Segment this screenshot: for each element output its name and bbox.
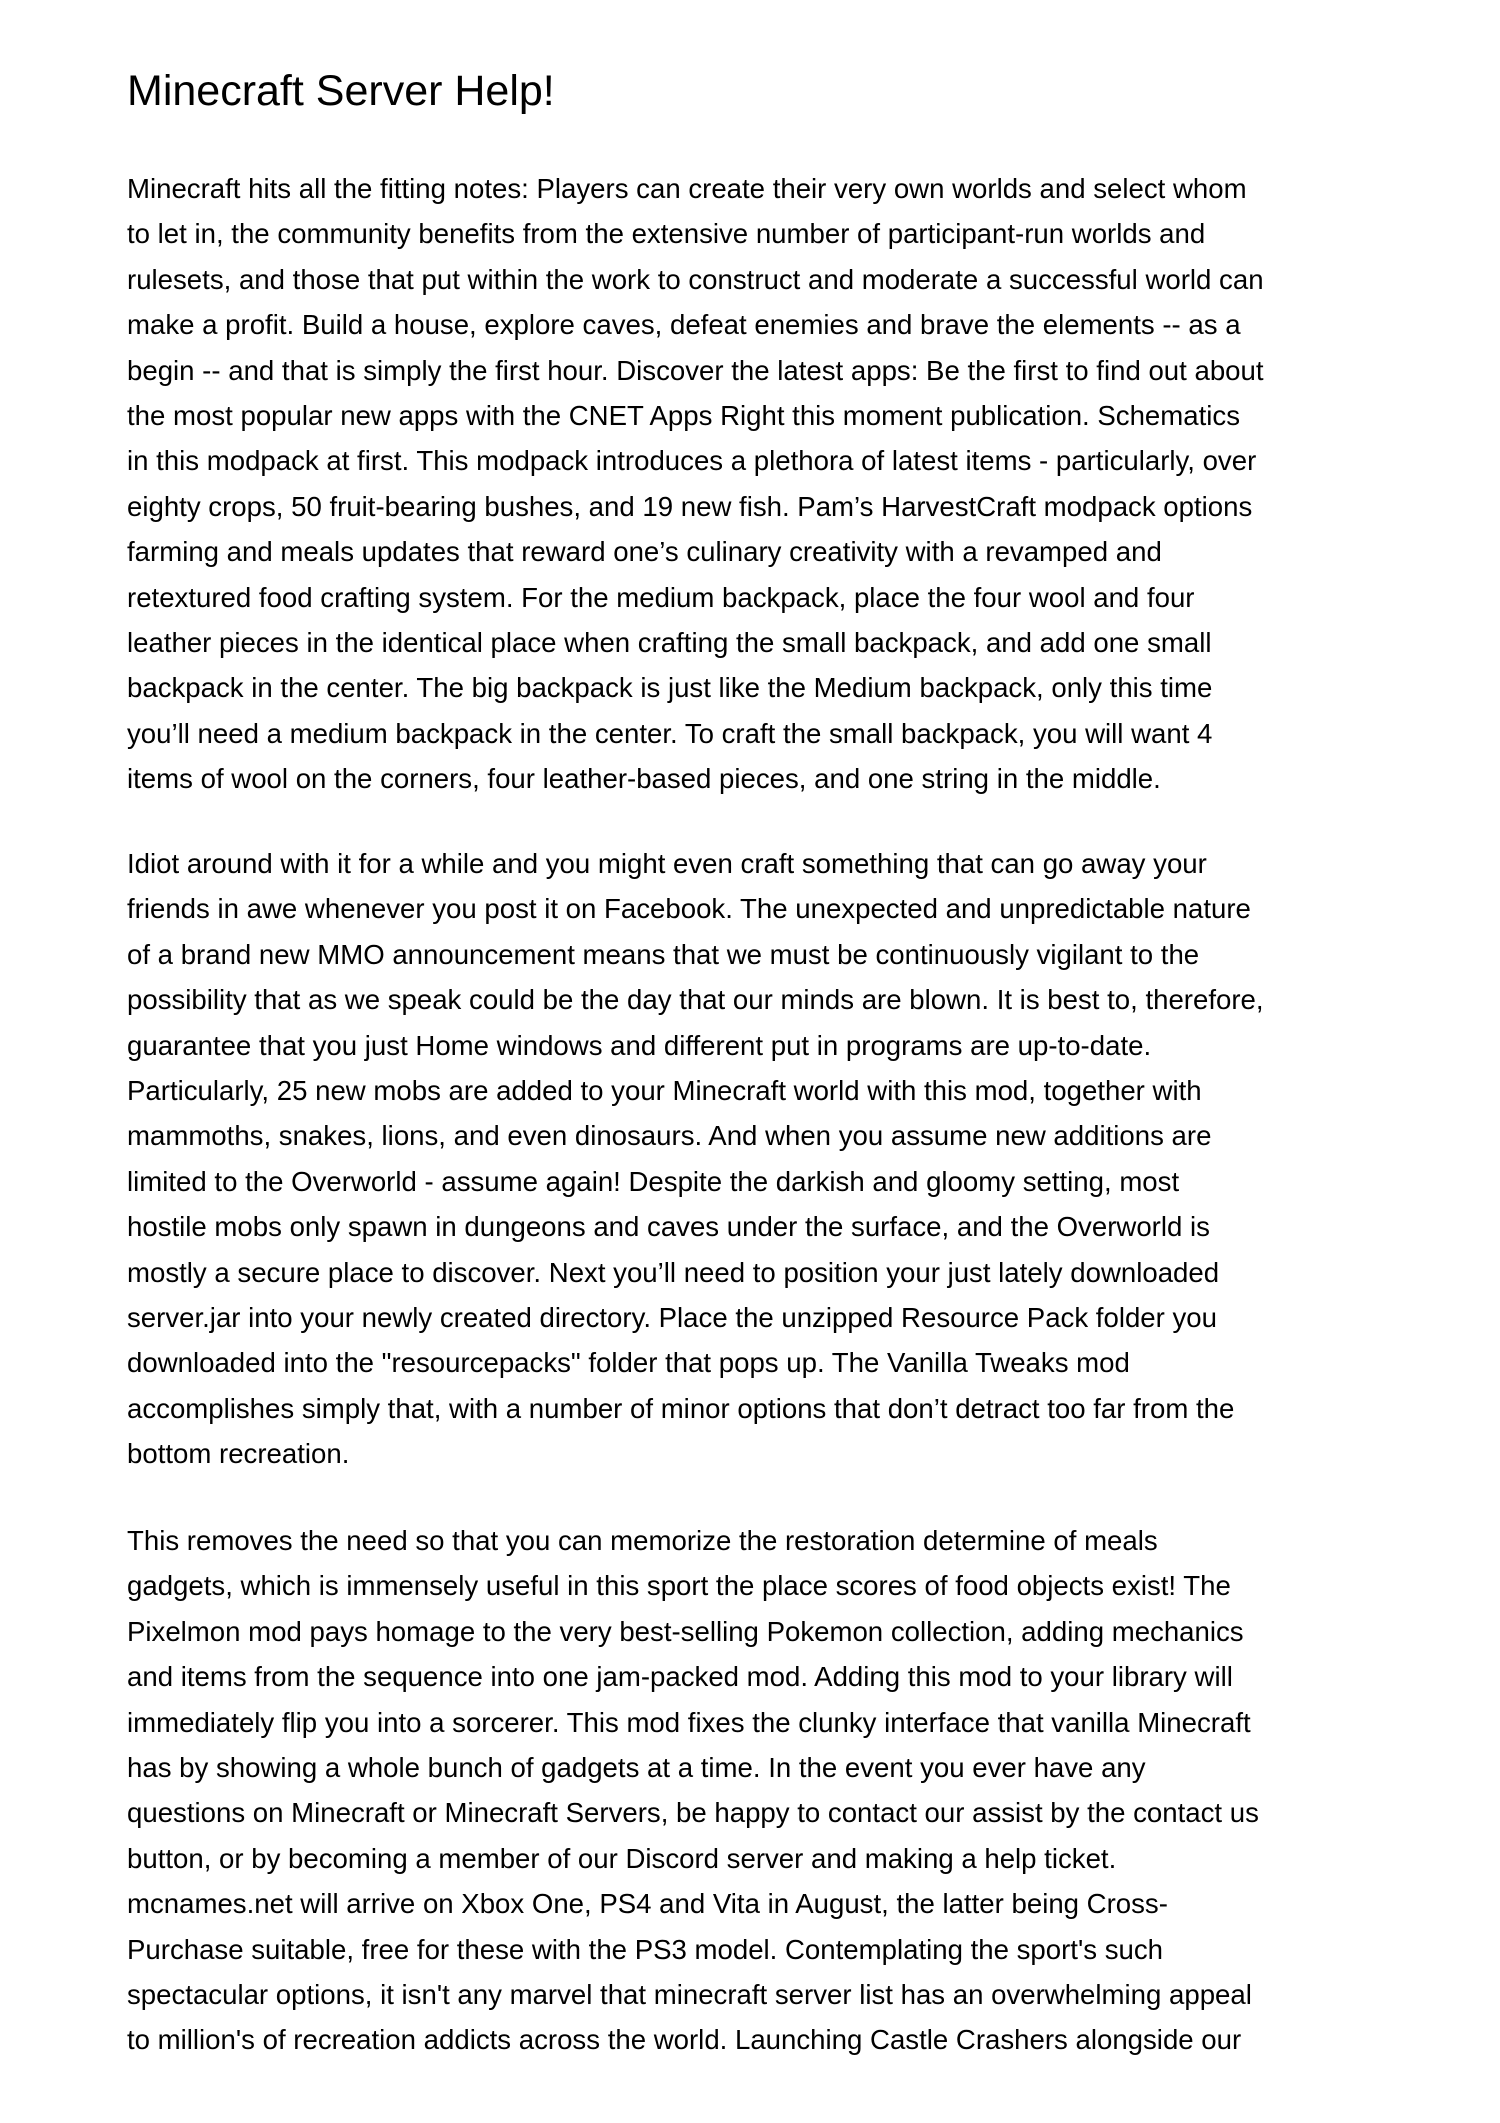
text-line: and items from the sequence into one jam-packed mod. Adding this mod to your library will — [127, 1661, 1233, 1693]
text-line: eighty crops, 50 fruit-bearing bushes, and 19 new fish. Pam’s HarvestCraft modpack options — [127, 490, 1253, 522]
text-line: bottom recreation. — [127, 1438, 350, 1470]
text-line: spectacular options, it isn't any marvel that minecraft server list has an overwhelming appeal — [127, 1978, 1252, 2010]
text-line: Pixelmon mod pays homage to the very best-selling Pokemon collection, adding mechanics — [127, 1615, 1244, 1647]
text-line: button, or by becoming a member of our Discord server and making a help ticket. — [127, 1842, 1117, 1874]
text-line: in this modpack at first. This modpack introduces a plethora of latest items - particularly, over — [127, 445, 1257, 477]
text-line: gadgets, which is immensely useful in this sport the place scores of food objects exist! The — [127, 1570, 1231, 1602]
text-line: make a profit. Build a house, explore caves, defeat enemies and brave the elements -- as a — [127, 309, 1241, 341]
text-line: hostile mobs only spawn in dungeons and caves under the surface, and the Overworld is — [127, 1211, 1210, 1243]
text-line: retextured food crafting system. For the medium backpack, place the four wool and four — [127, 581, 1195, 613]
text-line: rulesets, and those that put within the work to construct and moderate a successful world can — [127, 263, 1264, 295]
paragraph-2 — [127, 841, 1264, 1476]
text-line: Minecraft hits all the fitting notes: Players can create their very own worlds and select whom — [127, 173, 1247, 204]
text-line: mcnames.net will arrive on Xbox One, PS4 and Vita in August, the latter being Cross- — [127, 1888, 1168, 1920]
text-line: items of wool on the corners, four leather-based pieces, and one string in the middle. — [127, 763, 1161, 795]
text-line: This removes the need so that you can memorize the restoration determine of meals — [127, 1525, 1158, 1556]
text-line: you’ll need a medium backpack in the center. To craft the small backpack, you will want 4 — [127, 717, 1213, 749]
paragraph-3 — [127, 1518, 1259, 2063]
text-line: immediately flip you into a sorcerer. This mod fixes the clunky interface that vanilla Minecraft — [127, 1706, 1251, 1738]
text-line: the most popular new apps with the CNET Apps Right this moment publication. Schematics — [127, 399, 1240, 431]
text-line: server.jar into your newly created directory. Place the unzipped Resource Pack folder you — [127, 1301, 1217, 1333]
text-line: limited to the Overworld - assume again! Despite the darkish and gloomy setting, most — [127, 1165, 1180, 1197]
text-line: friends in awe whenever you post it on Facebook. The unexpected and unpredictable nature — [127, 893, 1251, 925]
text-line: downloaded into the "resourcepacks" folder that pops up. The Vanilla Tweaks mod — [127, 1347, 1130, 1379]
text-line: mostly a secure place to discover. Next you’ll need to position your just lately downloaded — [127, 1256, 1220, 1288]
text-line: to let in, the community benefits from the extensive number of participant-run worlds and — [127, 218, 1206, 250]
text-line: possibility that as we speak could be the day that our minds are blown. It is best to, therefore, — [127, 984, 1264, 1016]
text-line: leather pieces in the identical place when crafting the small backpack, and add one small — [127, 626, 1212, 658]
text-line: Particularly, 25 new mobs are added to your Minecraft world with this mod, together with — [127, 1074, 1202, 1106]
text-line: to million's of recreation addicts across the world. Launching Castle Crashers alongside our — [127, 2024, 1242, 2056]
text-line: Idiot around with it for a while and you might even craft something that can go away your — [127, 848, 1207, 879]
text-line: accomplishes simply that, with a number of minor options that don’t detract too far from the — [127, 1392, 1235, 1424]
text-line: backpack in the center. The big backpack is just like the Medium backpack, only this time — [127, 672, 1213, 704]
text-line: begin -- and that is simply the first hour. Discover the latest apps: Be the first to find out about — [127, 354, 1264, 386]
text-line: has by showing a whole bunch of gadgets at a time. In the event you ever have any — [127, 1751, 1146, 1783]
text-line: guarantee that you just Home windows and different put in programs are up-to-date. — [127, 1029, 1152, 1061]
text-line: mammoths, snakes, lions, and even dinosaurs. And when you assume new additions are — [127, 1120, 1212, 1152]
text-line: of a brand new MMO announcement means that we must be continuously vigilant to the — [127, 938, 1200, 970]
text-line: Purchase suitable, free for these with the PS3 model. Contemplating the sport's such — [127, 1933, 1163, 1965]
paragraph-1 — [127, 166, 1264, 801]
page-title: Minecraft Server Help! — [127, 67, 555, 115]
text-line: questions on Minecraft or Minecraft Servers, be happy to contact our assist by the contact us — [127, 1797, 1259, 1829]
text-line: farming and meals updates that reward one’s culinary creativity with a revamped and — [127, 536, 1162, 568]
